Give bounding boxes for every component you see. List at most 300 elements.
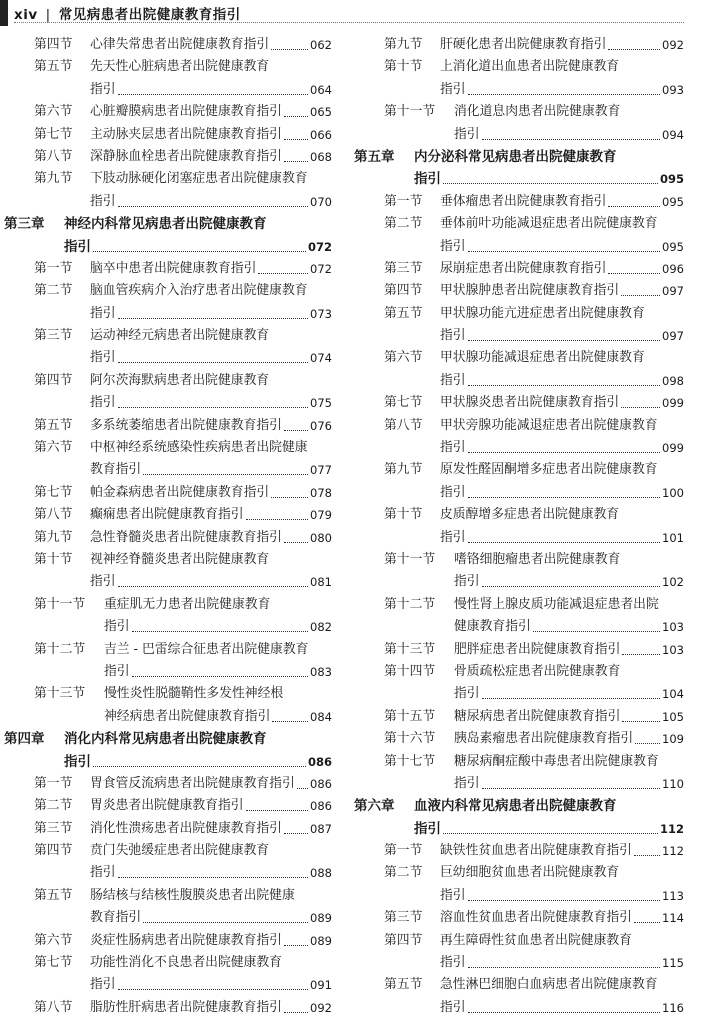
toc-entry-line xyxy=(4,101,332,123)
section-number: 第一节 xyxy=(384,843,423,859)
dot-leader xyxy=(621,407,660,408)
toc-entry-line xyxy=(354,795,684,817)
dot-leader xyxy=(246,519,308,520)
entry-title: 贲门失弛缓症患者出院健康教育 xyxy=(90,843,270,859)
dot-leader xyxy=(284,542,308,543)
entry-title: 甲状腺肿患者出院健康教育指引 xyxy=(440,283,620,299)
page-number: 062 xyxy=(310,38,332,52)
entry-title: 神经病患者出院健康教育指引 xyxy=(104,708,271,724)
page-number: 105 xyxy=(662,709,684,724)
chapter-number: 第六章 xyxy=(354,798,395,815)
header-book-title: 常见病患者出院健康教育指引 xyxy=(58,7,241,23)
page-number: 086 xyxy=(307,754,332,769)
section-number: 第四节 xyxy=(34,372,73,388)
toc-entry-line xyxy=(4,56,332,78)
page-number: 113 xyxy=(662,888,684,903)
section-number: 第十二节 xyxy=(34,641,86,657)
page-number: 073 xyxy=(310,306,332,321)
toc-entry-line xyxy=(4,639,332,661)
toc-section-entry xyxy=(4,885,332,930)
dot-leader xyxy=(118,362,308,363)
toc-section-entry xyxy=(354,258,684,280)
entry-title: 甲状旁腺功能减退症患者出院健康教育 xyxy=(440,417,658,433)
section-number: 第二节 xyxy=(34,283,73,299)
entry-title: 指引 xyxy=(440,887,466,903)
toc-entry-line xyxy=(4,325,332,347)
toc-entry-line xyxy=(4,415,332,437)
toc-right-column xyxy=(354,34,684,1019)
toc-section-entry xyxy=(4,437,332,482)
page-number: 072 xyxy=(307,239,332,254)
entry-title: 甲状腺炎患者出院健康教育指引 xyxy=(440,395,620,411)
toc-section-entry xyxy=(354,840,684,862)
section-number: 第三节 xyxy=(34,328,73,344)
section-number: 第三节 xyxy=(384,910,423,926)
dot-leader xyxy=(284,116,308,117)
toc-entry-line xyxy=(4,840,332,862)
section-number: 第二节 xyxy=(34,798,73,814)
entry-title: 慢性肾上腺皮质功能减退症患者出院 xyxy=(454,596,659,612)
dot-leader xyxy=(468,340,660,341)
page-number: 099 xyxy=(662,396,684,411)
toc-entry-line xyxy=(4,303,332,325)
toc-section-entry xyxy=(354,639,684,661)
chapter-number: 第五章 xyxy=(354,148,395,165)
toc-section-entry xyxy=(4,280,332,325)
toc-entry-line xyxy=(354,571,684,593)
toc-entry-line xyxy=(354,818,684,840)
entry-title: 指引 xyxy=(90,574,116,590)
toc-section-entry xyxy=(354,751,684,796)
toc-section-entry xyxy=(354,594,684,639)
toc-entry-line xyxy=(354,303,684,325)
toc-section-entry xyxy=(4,504,332,526)
entry-title: 缺铁性贫血患者出院健康教育指引 xyxy=(440,843,632,859)
page-number: 095 xyxy=(659,172,684,187)
entry-title: 指引 xyxy=(90,81,116,97)
entry-title: 溶血性贫血患者出院健康教育指引 xyxy=(440,910,632,926)
page-number: 103 xyxy=(662,642,684,657)
section-number: 第六节 xyxy=(34,104,73,120)
section-number: 第十节 xyxy=(34,551,73,567)
dot-leader xyxy=(621,295,660,296)
entry-title: 神经内科常见病患者出院健康教育 xyxy=(64,216,267,233)
toc-section-entry xyxy=(354,303,684,348)
entry-title: 心脏瓣膜病患者出院健康教育指引 xyxy=(90,104,282,120)
page-number: 109 xyxy=(662,732,684,747)
toc-section-entry xyxy=(354,907,684,929)
toc-entry-line xyxy=(354,56,684,78)
entry-title: 心律失常患者出院健康教育指引 xyxy=(90,37,270,52)
toc-entry-line xyxy=(354,325,684,347)
entry-title: 指引 xyxy=(104,663,130,679)
toc-entry-line xyxy=(4,974,332,996)
entry-title: 指引 xyxy=(440,999,466,1015)
section-number: 第五节 xyxy=(384,977,423,993)
dot-leader xyxy=(622,721,660,722)
page-number: 112 xyxy=(659,821,684,836)
entry-title: 脂肪性肝病患者出院健康教育指引 xyxy=(90,999,282,1015)
toc-section-entry xyxy=(4,258,332,280)
toc-section-entry xyxy=(354,34,684,56)
section-number: 第四节 xyxy=(384,932,423,948)
toc-entry-line xyxy=(4,773,332,795)
entry-title: 垂体瘤患者出院健康教育指引 xyxy=(440,193,607,209)
page-number: 110 xyxy=(662,776,684,791)
page-number: 097 xyxy=(662,329,684,344)
entry-title: 甲状腺功能亢进症患者出院健康教育 xyxy=(440,305,645,321)
page-number: 086 xyxy=(310,799,332,814)
toc-section-entry xyxy=(354,392,684,414)
toc-section-entry xyxy=(354,549,684,594)
toc-entry-line xyxy=(4,661,332,683)
dot-leader xyxy=(468,497,660,498)
page-number: 099 xyxy=(662,441,684,456)
toc-section-entry xyxy=(4,952,332,997)
entry-title: 急性脊髓炎患者出院健康教育指引 xyxy=(90,529,282,545)
entry-title: 原发性醛固酮增多症患者出院健康教育 xyxy=(440,462,658,478)
toc-entry-line xyxy=(4,280,332,302)
toc-left-column xyxy=(4,34,332,1019)
toc-entry-line xyxy=(4,818,332,840)
dot-leader xyxy=(468,542,660,543)
header-separator: | xyxy=(45,7,51,23)
toc-entry-line xyxy=(4,437,332,459)
entry-title: 指引 xyxy=(440,238,466,254)
dot-leader xyxy=(132,631,308,632)
toc-chapter-entry xyxy=(354,146,684,191)
entry-title: 巨幼细胞贫血患者出院健康教育 xyxy=(440,865,620,881)
page-number: 103 xyxy=(662,620,684,635)
page-number: 102 xyxy=(662,575,684,590)
page-number: 075 xyxy=(310,396,332,411)
toc-entry-line xyxy=(354,661,684,683)
entry-title: 指引 xyxy=(64,238,91,255)
dot-leader xyxy=(118,318,308,319)
page-number: 074 xyxy=(310,351,332,366)
dot-leader xyxy=(132,676,308,677)
page-number: 083 xyxy=(310,664,332,679)
entry-title: 嗜铬细胞瘤患者出院健康教育 xyxy=(454,551,621,567)
toc-entry-line xyxy=(4,146,332,168)
page-number: 095 xyxy=(662,194,684,209)
toc-entry-line xyxy=(4,751,332,773)
entry-title: 吉兰 - 巴雷综合征患者出院健康教育 xyxy=(104,641,309,657)
dot-leader xyxy=(634,855,660,856)
entry-title: 胃食管反流病患者出院健康教育指引 xyxy=(90,775,295,791)
toc-entry-line xyxy=(4,258,332,280)
dot-leader xyxy=(468,251,660,252)
toc-entry-line xyxy=(354,392,684,414)
page-number: 076 xyxy=(310,418,332,433)
toc-section-entry xyxy=(354,706,684,728)
entry-title: 糖尿病患者出院健康教育指引 xyxy=(454,708,621,724)
entry-title: 糖尿病酮症酸中毒患者出院健康教育 xyxy=(454,753,659,769)
page-number: 092 xyxy=(662,38,684,52)
toc-entry-line xyxy=(4,482,332,504)
header-marker-bar xyxy=(0,0,8,26)
dot-leader xyxy=(118,206,308,207)
toc-section-entry xyxy=(4,683,332,728)
entry-title: 教育指引 xyxy=(90,910,142,926)
toc-section-entry xyxy=(4,124,332,146)
entry-title: 指引 xyxy=(440,372,466,388)
toc-entry-line xyxy=(354,101,684,123)
toc-entry-line xyxy=(4,907,332,929)
toc-entry-line xyxy=(354,907,684,929)
entry-title: 上消化道出血患者出院健康教育 xyxy=(440,59,620,75)
section-number: 第九节 xyxy=(34,171,73,187)
dot-leader xyxy=(468,900,660,901)
page-number: 091 xyxy=(310,978,332,993)
toc-entry-line xyxy=(4,504,332,526)
entry-title: 指引 xyxy=(440,955,466,971)
section-number: 第十三节 xyxy=(384,641,436,657)
entry-title: 指引 xyxy=(414,820,441,837)
section-number: 第十四节 xyxy=(384,663,436,679)
toc-entry-line xyxy=(4,549,332,571)
dot-leader xyxy=(272,721,308,722)
dot-leader xyxy=(118,877,308,878)
page-number: 064 xyxy=(310,82,332,97)
dot-leader xyxy=(468,1012,660,1013)
dot-leader xyxy=(118,94,308,95)
toc-entry-line xyxy=(354,683,684,705)
dot-leader xyxy=(284,161,308,162)
toc-section-entry xyxy=(4,930,332,952)
section-number: 第四节 xyxy=(384,283,423,299)
entry-title: 指引 xyxy=(414,171,441,188)
toc-entry-line xyxy=(354,258,684,280)
entry-title: 主动脉夹层患者出院健康教育指引 xyxy=(90,126,282,142)
entry-title: 消化内科常见病患者出院健康教育 xyxy=(64,731,267,748)
page-number: 114 xyxy=(662,911,684,926)
header-rule xyxy=(14,22,684,23)
section-number: 第八节 xyxy=(34,148,73,164)
section-number: 第一节 xyxy=(34,260,73,276)
toc-entry-line xyxy=(4,124,332,146)
dot-leader xyxy=(297,788,308,789)
section-number: 第六节 xyxy=(34,440,73,456)
toc-entry-line xyxy=(354,415,684,437)
page-number: 101 xyxy=(662,530,684,545)
entry-title: 指引 xyxy=(90,305,116,321)
dot-leader xyxy=(143,474,308,475)
toc-entry-line xyxy=(354,370,684,392)
toc-entry-line xyxy=(354,124,684,146)
toc-entry-line xyxy=(354,974,684,996)
toc-section-entry xyxy=(4,527,332,549)
chapter-number: 第四章 xyxy=(4,731,45,748)
toc-entry-line xyxy=(354,706,684,728)
toc-section-entry xyxy=(354,191,684,213)
dot-leader xyxy=(468,452,660,453)
entry-title: 再生障碍性贫血患者出院健康教育 xyxy=(440,932,632,948)
page-number: 092 xyxy=(310,1000,332,1015)
section-number: 第十一节 xyxy=(34,596,86,612)
section-number: 第二节 xyxy=(384,216,423,232)
toc-section-entry xyxy=(4,168,332,213)
toc-entry-line xyxy=(354,840,684,862)
entry-title: 肥胖症患者出院健康教育指引 xyxy=(454,641,621,657)
dot-leader xyxy=(468,385,660,386)
page-number: 087 xyxy=(310,821,332,836)
dot-leader xyxy=(258,273,308,274)
section-number: 第一节 xyxy=(34,775,73,791)
entry-title: 肝硬化患者出院健康教育指引 xyxy=(440,37,607,52)
toc-section-entry xyxy=(4,549,332,594)
section-number: 第五节 xyxy=(34,59,73,75)
toc-section-entry xyxy=(354,661,684,706)
entry-title: 深静脉血栓患者出院健康教育指引 xyxy=(90,148,282,164)
entry-title: 脑卒中患者出院健康教育指引 xyxy=(90,260,257,276)
section-number: 第十一节 xyxy=(384,551,436,567)
toc-section-entry xyxy=(4,482,332,504)
dot-leader xyxy=(271,497,308,498)
section-number: 第五节 xyxy=(34,887,73,903)
toc-entry-line xyxy=(4,594,332,616)
section-number: 第一节 xyxy=(384,193,423,209)
page-header xyxy=(0,0,706,26)
entry-title: 消化道息肉患者出院健康教育 xyxy=(454,104,621,120)
dot-leader xyxy=(482,139,660,140)
entry-title: 指引 xyxy=(440,529,466,545)
toc-entry-line xyxy=(354,639,684,661)
entry-title: 甲状腺功能减退症患者出院健康教育 xyxy=(440,350,645,366)
dot-leader xyxy=(118,407,308,408)
section-number: 第十七节 xyxy=(384,753,436,769)
dot-leader xyxy=(443,183,658,184)
section-number: 第十节 xyxy=(384,507,423,523)
dot-leader xyxy=(271,49,308,50)
dot-leader xyxy=(468,94,660,95)
entry-title: 指引 xyxy=(90,865,116,881)
page-number: 104 xyxy=(662,687,684,702)
dot-leader xyxy=(246,810,308,811)
dot-leader xyxy=(118,989,308,990)
toc-section-entry xyxy=(354,280,684,302)
toc-section-entry xyxy=(354,56,684,101)
toc-section-entry xyxy=(4,101,332,123)
dot-leader xyxy=(468,967,660,968)
section-number: 第八节 xyxy=(34,507,73,523)
toc-entry-line xyxy=(4,370,332,392)
section-number: 第十节 xyxy=(384,59,423,75)
section-number: 第七节 xyxy=(34,955,73,971)
dot-leader xyxy=(284,833,308,834)
toc-section-entry xyxy=(354,728,684,750)
page-number: 093 xyxy=(662,82,684,97)
toc-entry-line xyxy=(354,191,684,213)
section-number: 第四节 xyxy=(34,843,73,859)
toc-entry-line xyxy=(4,571,332,593)
toc-entry-line xyxy=(4,168,332,190)
page-number: 080 xyxy=(310,530,332,545)
toc-section-entry xyxy=(4,325,332,370)
section-number: 第九节 xyxy=(384,462,423,478)
section-number: 第六节 xyxy=(34,932,73,948)
toc-entry-line xyxy=(354,236,684,258)
section-number: 第十三节 xyxy=(34,686,86,702)
section-number: 第八节 xyxy=(384,417,423,433)
page-number: 095 xyxy=(662,239,684,254)
toc-entry-line xyxy=(4,728,332,750)
page-number: 077 xyxy=(310,463,332,478)
page-number: 116 xyxy=(662,1000,684,1015)
dot-leader xyxy=(482,788,660,789)
dot-leader xyxy=(443,833,658,834)
toc-entry-line xyxy=(4,191,332,213)
toc-section-entry xyxy=(4,146,332,168)
entry-title: 指引 xyxy=(454,126,480,142)
section-number: 第五节 xyxy=(34,417,73,433)
dot-leader xyxy=(284,945,308,946)
entry-title: 指引 xyxy=(90,977,116,993)
toc-chapter-entry xyxy=(4,213,332,258)
toc-section-entry xyxy=(354,504,684,549)
toc-entry-line xyxy=(354,527,684,549)
toc-entry-line xyxy=(4,862,332,884)
page-number: 088 xyxy=(310,866,332,881)
entry-title: 指引 xyxy=(90,395,116,411)
toc-section-entry xyxy=(354,862,684,907)
dot-leader xyxy=(284,430,308,431)
toc-section-entry xyxy=(4,370,332,415)
dot-leader xyxy=(608,49,660,50)
entry-title: 多系统萎缩患者出院健康教育指引 xyxy=(90,417,282,433)
entry-title: 急性淋巴细胞白血病患者出院健康教育 xyxy=(440,977,658,993)
entry-title: 指引 xyxy=(64,753,91,770)
header-text xyxy=(14,3,241,23)
toc-section-entry xyxy=(4,818,332,840)
dot-leader xyxy=(118,586,308,587)
dot-leader xyxy=(608,206,660,207)
section-number: 第八节 xyxy=(34,999,73,1015)
entry-title: 指引 xyxy=(90,193,116,209)
page-number: 094 xyxy=(662,127,684,142)
toc-entry-line xyxy=(4,236,332,258)
dot-leader xyxy=(284,139,308,140)
dot-leader xyxy=(93,766,306,767)
entry-title: 指引 xyxy=(440,484,466,500)
toc-entry-line xyxy=(4,930,332,952)
entry-title: 下肢动脉硬化闭塞症患者出院健康教育 xyxy=(90,171,308,187)
section-number: 第六节 xyxy=(384,350,423,366)
entry-title: 慢性炎性脱髓鞘性多发性神经根 xyxy=(104,686,284,702)
section-number: 第三节 xyxy=(384,260,423,276)
toc-entry-line xyxy=(354,885,684,907)
toc-entry-line xyxy=(354,549,684,571)
toc-entry-line xyxy=(4,885,332,907)
entry-title: 指引 xyxy=(90,350,116,366)
toc-section-entry xyxy=(4,997,332,1019)
entry-title: 胰岛素瘤患者出院健康教育指引 xyxy=(454,731,634,747)
toc-section-entry xyxy=(354,213,684,258)
toc-entry-line xyxy=(354,347,684,369)
section-number: 第十六节 xyxy=(384,731,436,747)
toc-entry-line xyxy=(4,952,332,974)
page-number: 112 xyxy=(662,844,684,859)
toc-entry-line xyxy=(354,751,684,773)
toc-entry-line xyxy=(4,34,332,56)
dot-leader xyxy=(608,273,660,274)
toc-entry-line xyxy=(354,459,684,481)
page-number: 096 xyxy=(662,261,684,276)
toc-section-entry xyxy=(354,101,684,146)
toc-section-entry xyxy=(354,974,684,1019)
toc-entry-line xyxy=(4,392,332,414)
section-number: 第七节 xyxy=(384,395,423,411)
